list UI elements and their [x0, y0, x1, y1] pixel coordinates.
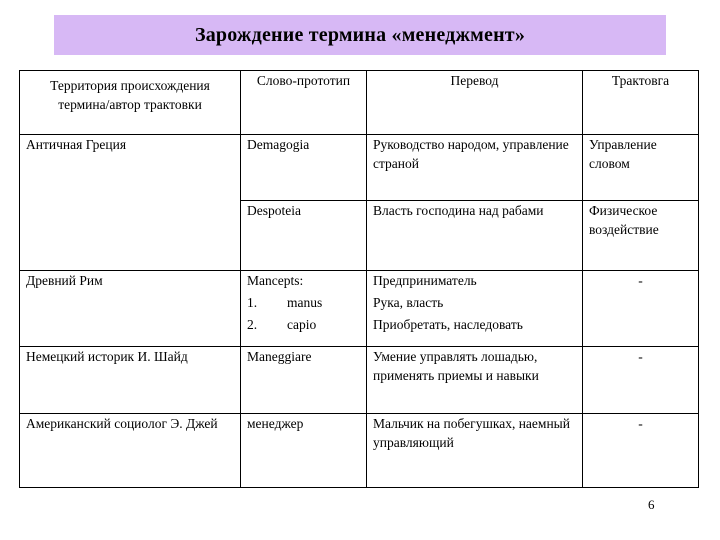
translation-line: Рука, власть — [373, 295, 444, 310]
sub-item-word: manus — [287, 295, 323, 310]
word-sub-item — [247, 315, 360, 334]
slide-title: Зарождение термина «менеджмент» — [54, 15, 666, 55]
sub-item-number: 2. — [247, 317, 258, 332]
interpretation-cell: Физическое воздействие — [583, 201, 699, 271]
translation-cell: Власть господина над рабами — [367, 201, 583, 271]
header-translation: Перевод — [367, 71, 583, 135]
translation-line: Предприниматель — [373, 273, 477, 288]
terminology-table — [19, 70, 699, 488]
territory-cell: Американский социолог Э. Джей — [20, 414, 241, 488]
interpretation-cell: Управление словом — [583, 135, 699, 201]
interpretation-cell: - — [583, 271, 699, 347]
table-row — [20, 201, 699, 271]
word-cell: Maneggiare — [241, 347, 367, 414]
page-number: 6 — [648, 497, 655, 512]
translation-line: Приобретать, наследовать — [373, 317, 523, 332]
translation-cell: Мальчик на побегушках, наемный управляющий — [367, 414, 583, 488]
translation-cell: Руководство народом, управление страной — [367, 135, 583, 201]
territory-cell-continuation — [20, 201, 241, 271]
word-cell: Demagogia — [241, 135, 367, 201]
word-cell — [241, 271, 367, 347]
territory-cell: Немецкий историк И. Шайд — [20, 347, 241, 414]
table-row — [20, 271, 699, 347]
sub-item-word: capio — [287, 317, 317, 332]
header-territory: Территория происхождения термина/автор трактовки — [20, 71, 241, 135]
territory-cell: Древний Рим — [20, 271, 241, 347]
word-sub-item — [247, 293, 360, 312]
interpretation-cell: - — [583, 414, 699, 488]
word-cell: менеджер — [241, 414, 367, 488]
table-row — [20, 414, 699, 488]
table-header-row — [20, 71, 699, 135]
translation-cell — [367, 271, 583, 347]
header-interpretation: Трактовга — [583, 71, 699, 135]
header-prototype-word: Слово-прототип — [241, 71, 367, 135]
translation-cell: Умение управлять лошадью, применять приемы и навыки — [367, 347, 583, 414]
sub-item-number: 1. — [247, 295, 258, 310]
word-cell: Despoteia — [241, 201, 367, 271]
table-row — [20, 135, 699, 201]
table-row — [20, 347, 699, 414]
territory-cell: Античная Греция — [20, 135, 241, 201]
interpretation-cell: - — [583, 347, 699, 414]
word-main: Mancepts: — [247, 273, 304, 288]
